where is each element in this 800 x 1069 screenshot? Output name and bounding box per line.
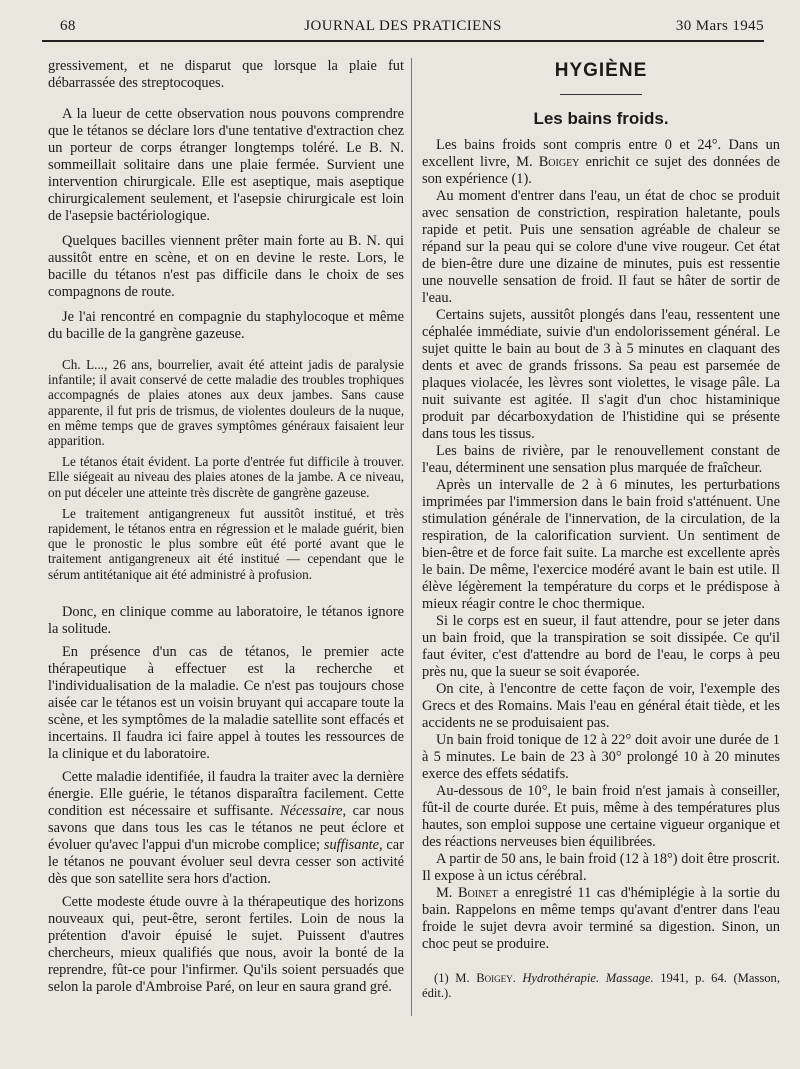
paragraph: Cette maladie identifiée, il faudra la traiter avec la dernière énergie. Elle guérie, le tétanos disparaîtra facilement. Cette condition est nécessaire et suffisante. Nécessaire, car nous savons que dans tous les cas le tétanos ne peut éclore et évoluer qu'avec l'appui d'un microbe complice; suffisante, car le tétanos ne pouvant évoluer seul devra cesser son activité dès que son satellite sera hors d'action.: [48, 768, 404, 887]
header-rule: [42, 40, 764, 42]
paragraph: Les bains froids sont compris entre 0 et 24°. Dans un excellent livre, M. Boigey enrichit ce sujet des données de son expérience (1).: [422, 137, 781, 187]
paragraph: Un bain froid tonique de 12 à 22° doit avoir une durée de 1 à 5 minutes. Le bain de 23 à 30° prolongé 10 à 20 minutes exerce des effets sédatifs.: [422, 732, 780, 782]
paragraph: Certains sujets, aussitôt plongés dans l'eau, ressentent une céphalée immédiate, suivie d'un endolorissement général. Le sujet quitte le bain au bout de 3 à 5 minutes en claquant des dents et avec de grands frissons. Sa peau est parsemée de plaques violacée, les lèvres sont violettes, le visage pâle. La nuit suivante est agitée. Il s'agit d'un choc histaminique produit par décarboxydation de l'histidine qui se présente dans tous les tissus.: [422, 307, 780, 442]
page-header: [42, 18, 764, 40]
column-divider: [411, 58, 412, 1016]
journal-title: JOURNAL DES PRATICIENS: [304, 18, 502, 34]
paragraph: On cite, à l'encontre de cette façon de voir, l'exemple des Grecs et des Romains. Mais l'eau en général était tiède, et les accidents ne se produisaient pas.: [422, 681, 780, 731]
paragraph: Donc, en clinique comme au laboratoire, le tétanos ignore la solitude.: [48, 603, 404, 637]
issue-date: 30 Mars 1945: [675, 18, 764, 34]
paragraph: Quelques bacilles viennent prêter main forte au B. N. qui aussitôt entre en scène, et on en devine le reste. Lors, le bacille du tétanos n'est pas difficile dans le choix de ses compagnons de route.: [48, 233, 404, 300]
paragraph: A la lueur de cette observation nous pouvons comprendre que le tétanos se déclare lors d'une tentative d'extraction chez un porteur de corps étranger longtemps toléré. Le B. N. sommeillait solitaire dans une plaie fermée. Survient une intervention chirurgicale. Elle est aseptique, mais aseptique chirurgicalement seulement, et l'asepsie chirurgicale est loin de l'asepsie bactériologique.: [48, 106, 404, 224]
article-title: Les bains froids.: [533, 109, 669, 128]
left-column: [48, 58, 404, 996]
section-title: HYGIÈNE: [554, 60, 648, 81]
paragraph: Au-dessous de 10°, le bain froid n'est jamais à conseiller, fût-il de courte durée. Et puis, même à des températures plus hautes, son emploi suppose une certaine vigueur organique et des réactions nerveuses bien équilibrées.: [422, 783, 780, 850]
paragraph: Après un intervalle de 2 à 6 minutes, les perturbations imprimées par l'immersion dans le bain froid s'atténuent. Une stimulation générale de l'innervation, de la circulation, de la respiration, de la calorification survient. Un sentiment de bien-être et de force fait suite. La marche est excellente après le bain. De même, l'exercice modéré avant le bain est utile. Il élève légèrement la température du corps et le prédispose à mieux réagir contre le choc thermique.: [422, 477, 780, 612]
paragraph: Je l'ai rencontré en compagnie du staphylocoque et même du bacille de la gangrène gazeuse.: [48, 309, 404, 342]
case-paragraph: Le tétanos était évident. La porte d'entrée fut difficile à trouver. Elle siégeait au niveau des plaies atones de la jambe. A ce niveau, on put déceler une atteinte très discrète de gangrène gazeuse.: [48, 454, 404, 500]
paragraph: Cette modeste étude ouvre à la thérapeutique des horizons nouveaux qui, peut-être, seront fertiles. Loin de nous la prétention d'avoir épuisé le sujet. Puissent d'autres chercheurs, mieux qualifiés que nous, avoir la bonté de la reprendre, fût-ce pour l'infirmer. Qu'ils soient persuadés que selon la parole d'Ambroise Paré, on leur en saura grand gré.: [48, 893, 404, 995]
page-number: 68: [60, 18, 76, 34]
paragraph: M. Boinet a enregistré 11 cas d'hémiplégie à la sortie du bain. Rappelons en même temps qu'avant d'entrer dans l'eau froide le sujet devra avoir terminé sa digestion. Sinon, un choc peut se produire.: [422, 885, 780, 952]
paragraph: Les bains de rivière, par le renouvellement constant de l'eau, déterminent une sensation plus marquée de fraîcheur.: [422, 443, 780, 476]
paragraph: gressivement, et ne disparut que lorsque la plaie fut débarrassée des streptocoques.: [48, 58, 404, 91]
paragraph: A partir de 50 ans, le bain froid (12 à 18°) doit être proscrit. Il expose à un ictus cérébral.: [422, 851, 780, 884]
case-paragraph: Le traitement antigangreneux fut aussitôt institué, et très rapidement, le tétanos entra en régression et le malade guérit, bien que le pronostic le plus sombre eût été porté avant que le traitement antigangreneux ait été institué — cependant que le sérum antitétanique ait été administré à profusion.: [48, 505, 404, 582]
paragraph: Au moment d'entrer dans l'eau, un état de choc se produit avec sensation de constriction, respiration haletante, pouls rapide et petit. Puis une sensation agréable de chaleur se répand sur la peau qui se colore d'une vive rougeur. Cet état de bien-être dure une dizaine de minutes, puis est ressentie une nouvelle sensation de froid. Il faut se hâter de sortir de l'eau.: [422, 188, 780, 306]
paragraph: En présence d'un cas de tétanos, le premier acte thérapeutique à effectuer est la recherche et l'individualisation de la maladie. Ce n'est pas toujours chose aisée car le tétanos est un voisin bruyant qui accapare toute la scène, et les symptômes de la maladie satellite sont effacés et incertains. Il faudra ici faire appel à toutes les ressources de la clinique et du laboratoire.: [48, 643, 404, 762]
section-rule: [560, 94, 642, 95]
footnote: (1) M. Boigey. Hydrothérapie. Massage. 1941, p. 64. (Masson, édit.).: [422, 971, 781, 1000]
right-column: [422, 58, 780, 1001]
case-paragraph: Ch. L..., 26 ans, bourrelier, avait été atteint jadis de paralysie infantile; il avait conservé de cette maladie des troubles trophiques accompagnés de plaies atones aux deux jambes. Sans cause apparente, il fut pris de trismus, de violentes douleurs de la nuque, en même temps que de graves symptômes généraux faisaient leur apparition.: [48, 357, 404, 449]
paragraph: Si le corps est en sueur, il faut attendre, pour se jeter dans un bain froid, que la transpiration se soit dissipée. Ce qu'il faut éviter, c'est d'attendre au bord de l'eau, le corps à peu près nu, que la sueur se soit évaporée.: [422, 613, 780, 680]
case-report: [48, 357, 404, 582]
